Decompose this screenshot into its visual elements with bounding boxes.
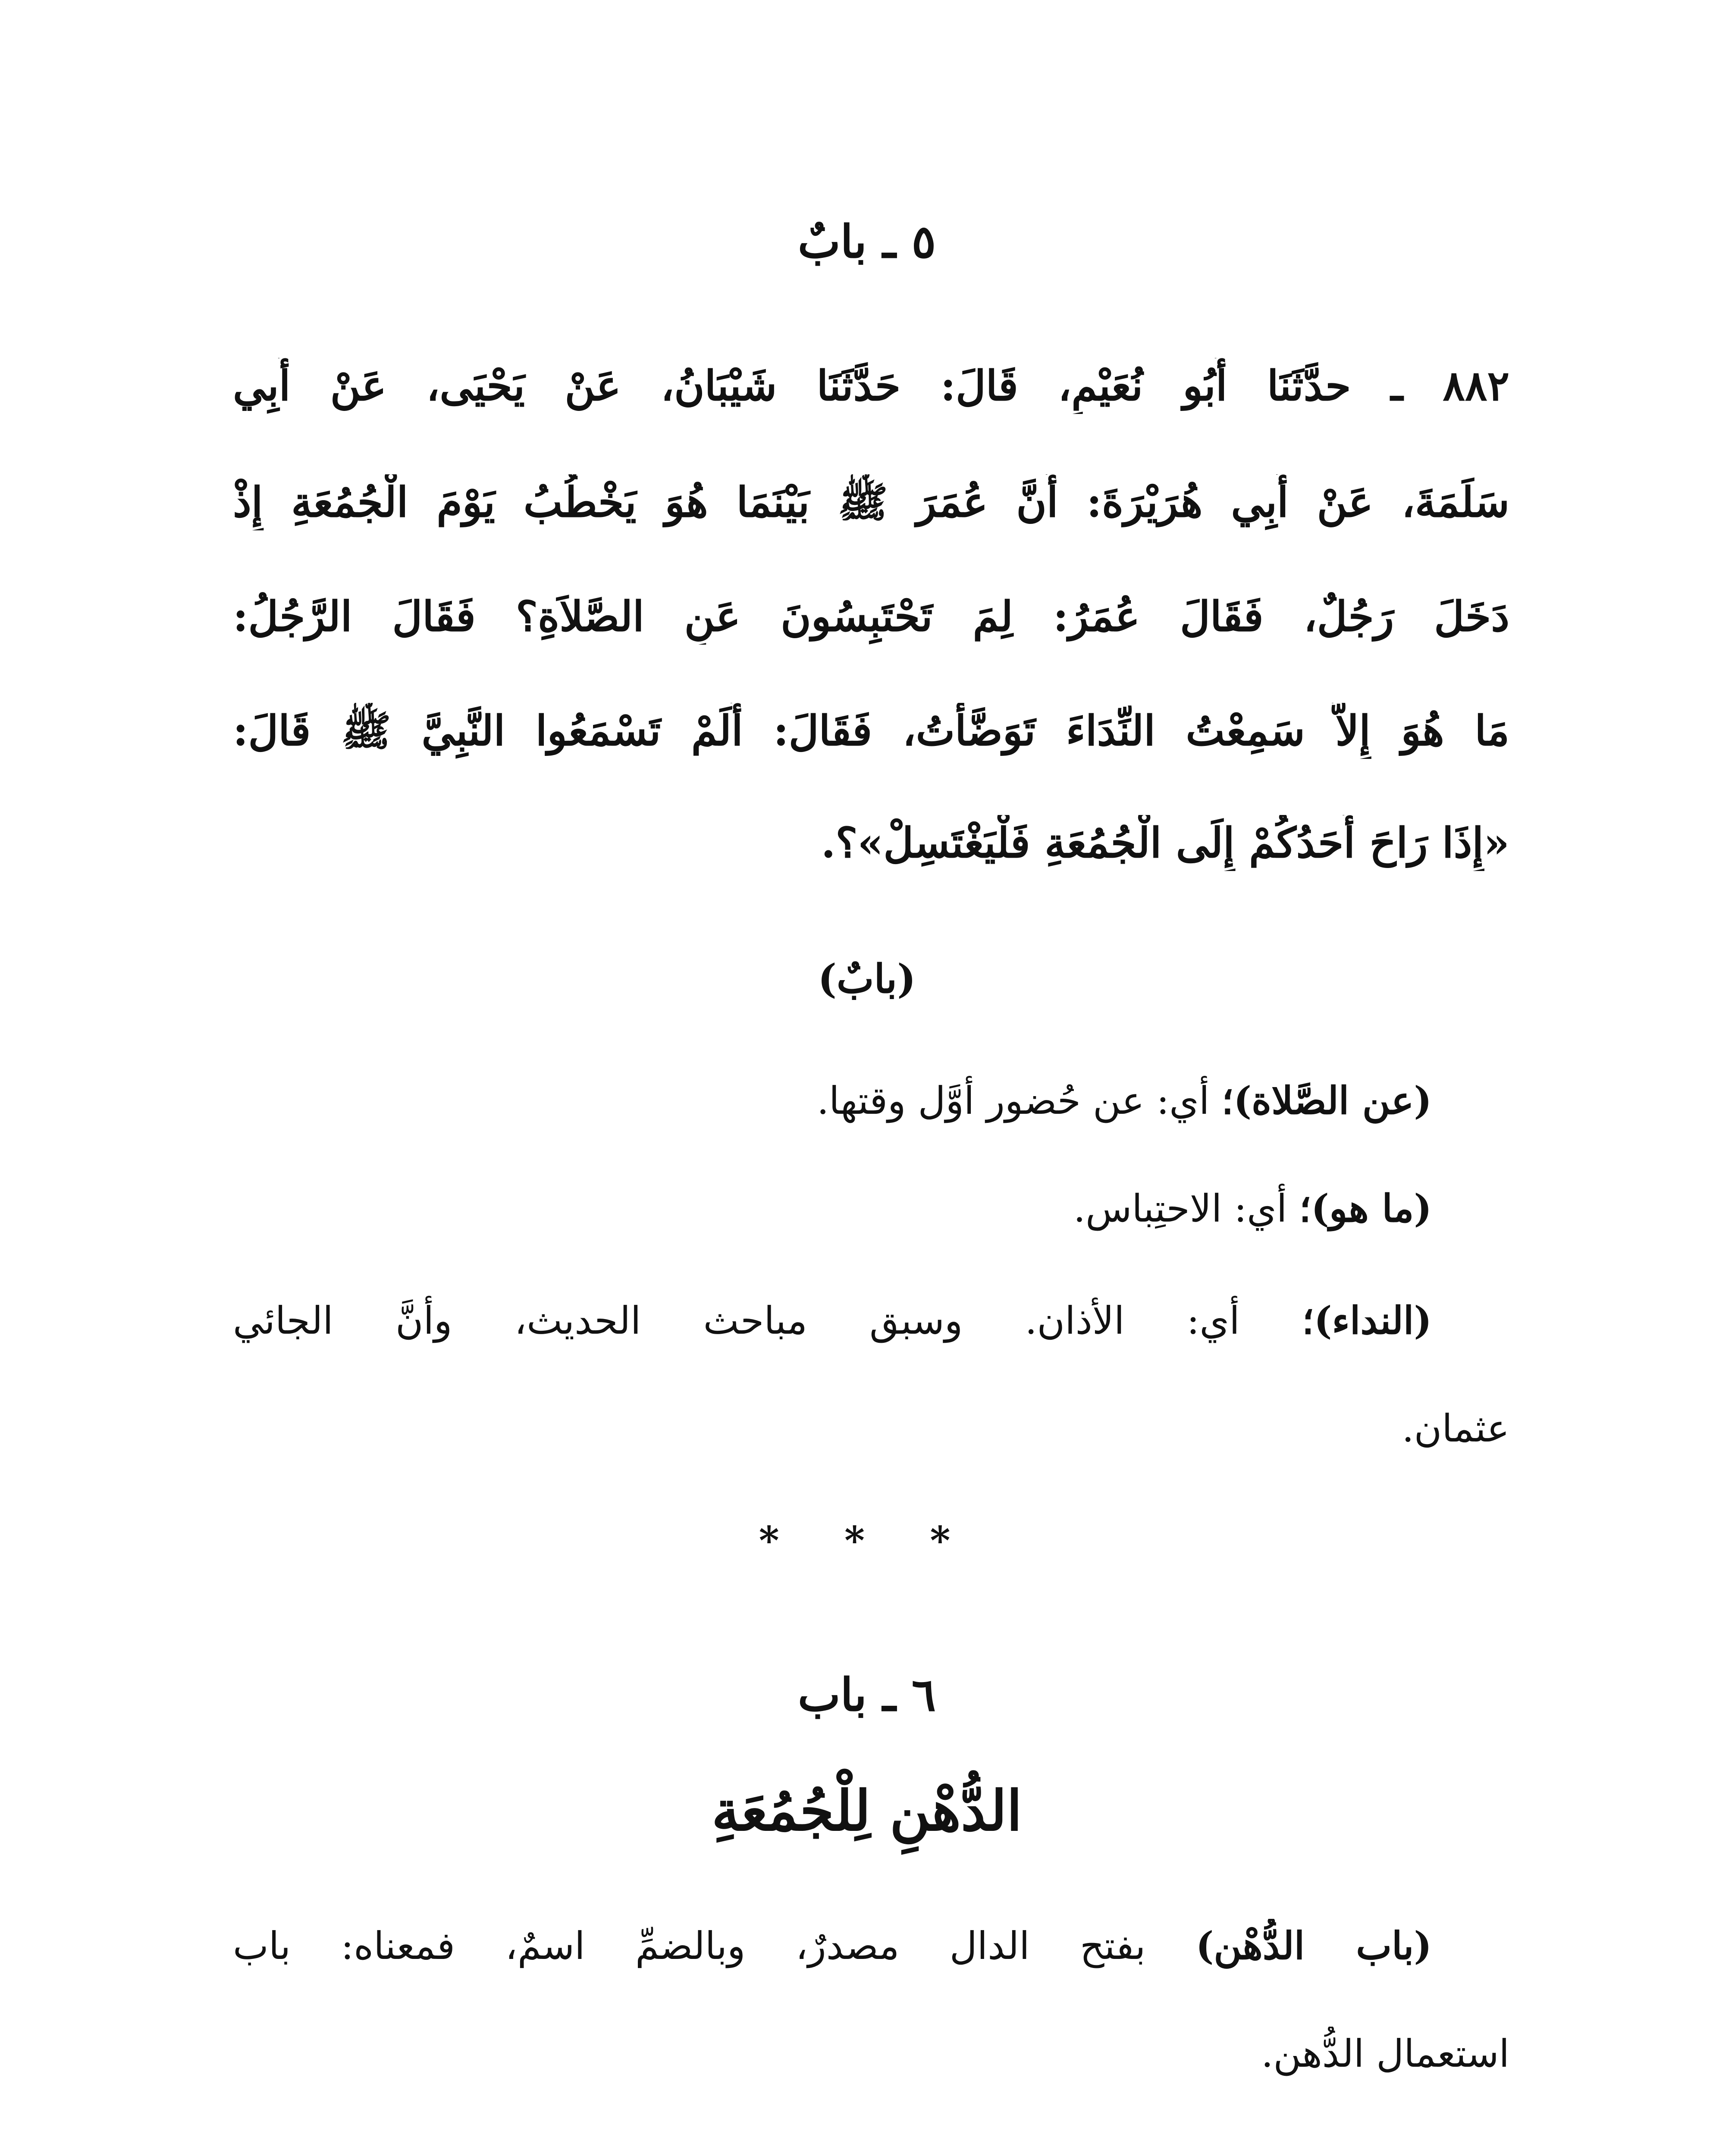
section-5-heading: ٥ ـ بابٌ xyxy=(797,215,936,268)
commentary-5-item-2 xyxy=(233,1181,1509,1235)
commentary-term: (النداء)؛ xyxy=(1302,1298,1432,1343)
section-6-heading: ٦ ـ باب xyxy=(797,1668,936,1721)
commentary-6-line-2: استعمال الدُّهن. xyxy=(1261,2031,1509,2076)
commentary-5-item-3 xyxy=(233,1294,1509,1348)
commentary-5-continuation: عثمان. xyxy=(1402,1406,1509,1451)
hadith-882-line-1: ٨٨٢ ـ حدَّثَنَا أَبُو نُعَيْمٍ، قَالَ: حَدَّثَنَا شَيْبَانُ، عَنْ يَحْيَى، عَنْ أَبِي xyxy=(233,361,1509,410)
hadith-882-line-4: مَا هُوَ إِلاَّ سَمِعْتُ النِّدَاءَ تَوَضَّأْتُ، فَقَالَ: أَلَمْ تَسْمَعُوا النَّبِيَّ ﷺ قَالَ: xyxy=(233,706,1509,755)
commentary-term: (باب الدُّهْن) xyxy=(1195,1923,1432,1968)
hadith-882-line-2: سَلَمَةَ، عَنْ أَبِي هُرَيْرَةَ: أَنَّ عُمَرَ ﷺ بَيْنَمَا هُوَ يَخْطُبُ يَوْمَ الْجُمُعَةِ إِذْ xyxy=(233,478,1509,526)
commentary-6-line-1 xyxy=(233,1919,1509,1973)
commentary-gloss: أي: الأذان. وسبق مباحث الحديث، وأنَّ الجائي xyxy=(233,1298,1302,1343)
commentary-gloss: بفتح الدال مصدرٌ، وبالضمِّ اسمٌ، فمعناه: باب xyxy=(233,1924,1196,1968)
commentary-gloss: أي: الاحتِباس. xyxy=(1073,1186,1299,1231)
hadith-882-line-3: دَخَلَ رَجُلٌ، فَقَالَ عُمَرُ: لِمَ تَحْتَبِسُونَ عَنِ الصَّلاَةِ؟ فَقَالَ الرَّجُلُ: xyxy=(233,592,1509,641)
section-6-subtitle: الدُّهْنِ لِلْجُمُعَةِ xyxy=(712,1779,1022,1843)
commentary-5-title: (بابٌ) xyxy=(818,956,916,1002)
commentary-gloss: أي: عن حُضور أوَّل وقتها. xyxy=(817,1078,1222,1123)
section-separator: * * * xyxy=(759,1518,976,1564)
commentary-term: (عن الصَّلاة)؛ xyxy=(1221,1078,1432,1123)
hadith-882-line-5: «إِذَا رَاحَ أَحَدُكُمْ إِلَى الْجُمُعَةِ فَلْيَغْتَسِلْ»؟. xyxy=(821,818,1509,867)
commentary-5-item-1 xyxy=(233,1074,1509,1128)
commentary-term: (ما هو)؛ xyxy=(1299,1186,1432,1231)
